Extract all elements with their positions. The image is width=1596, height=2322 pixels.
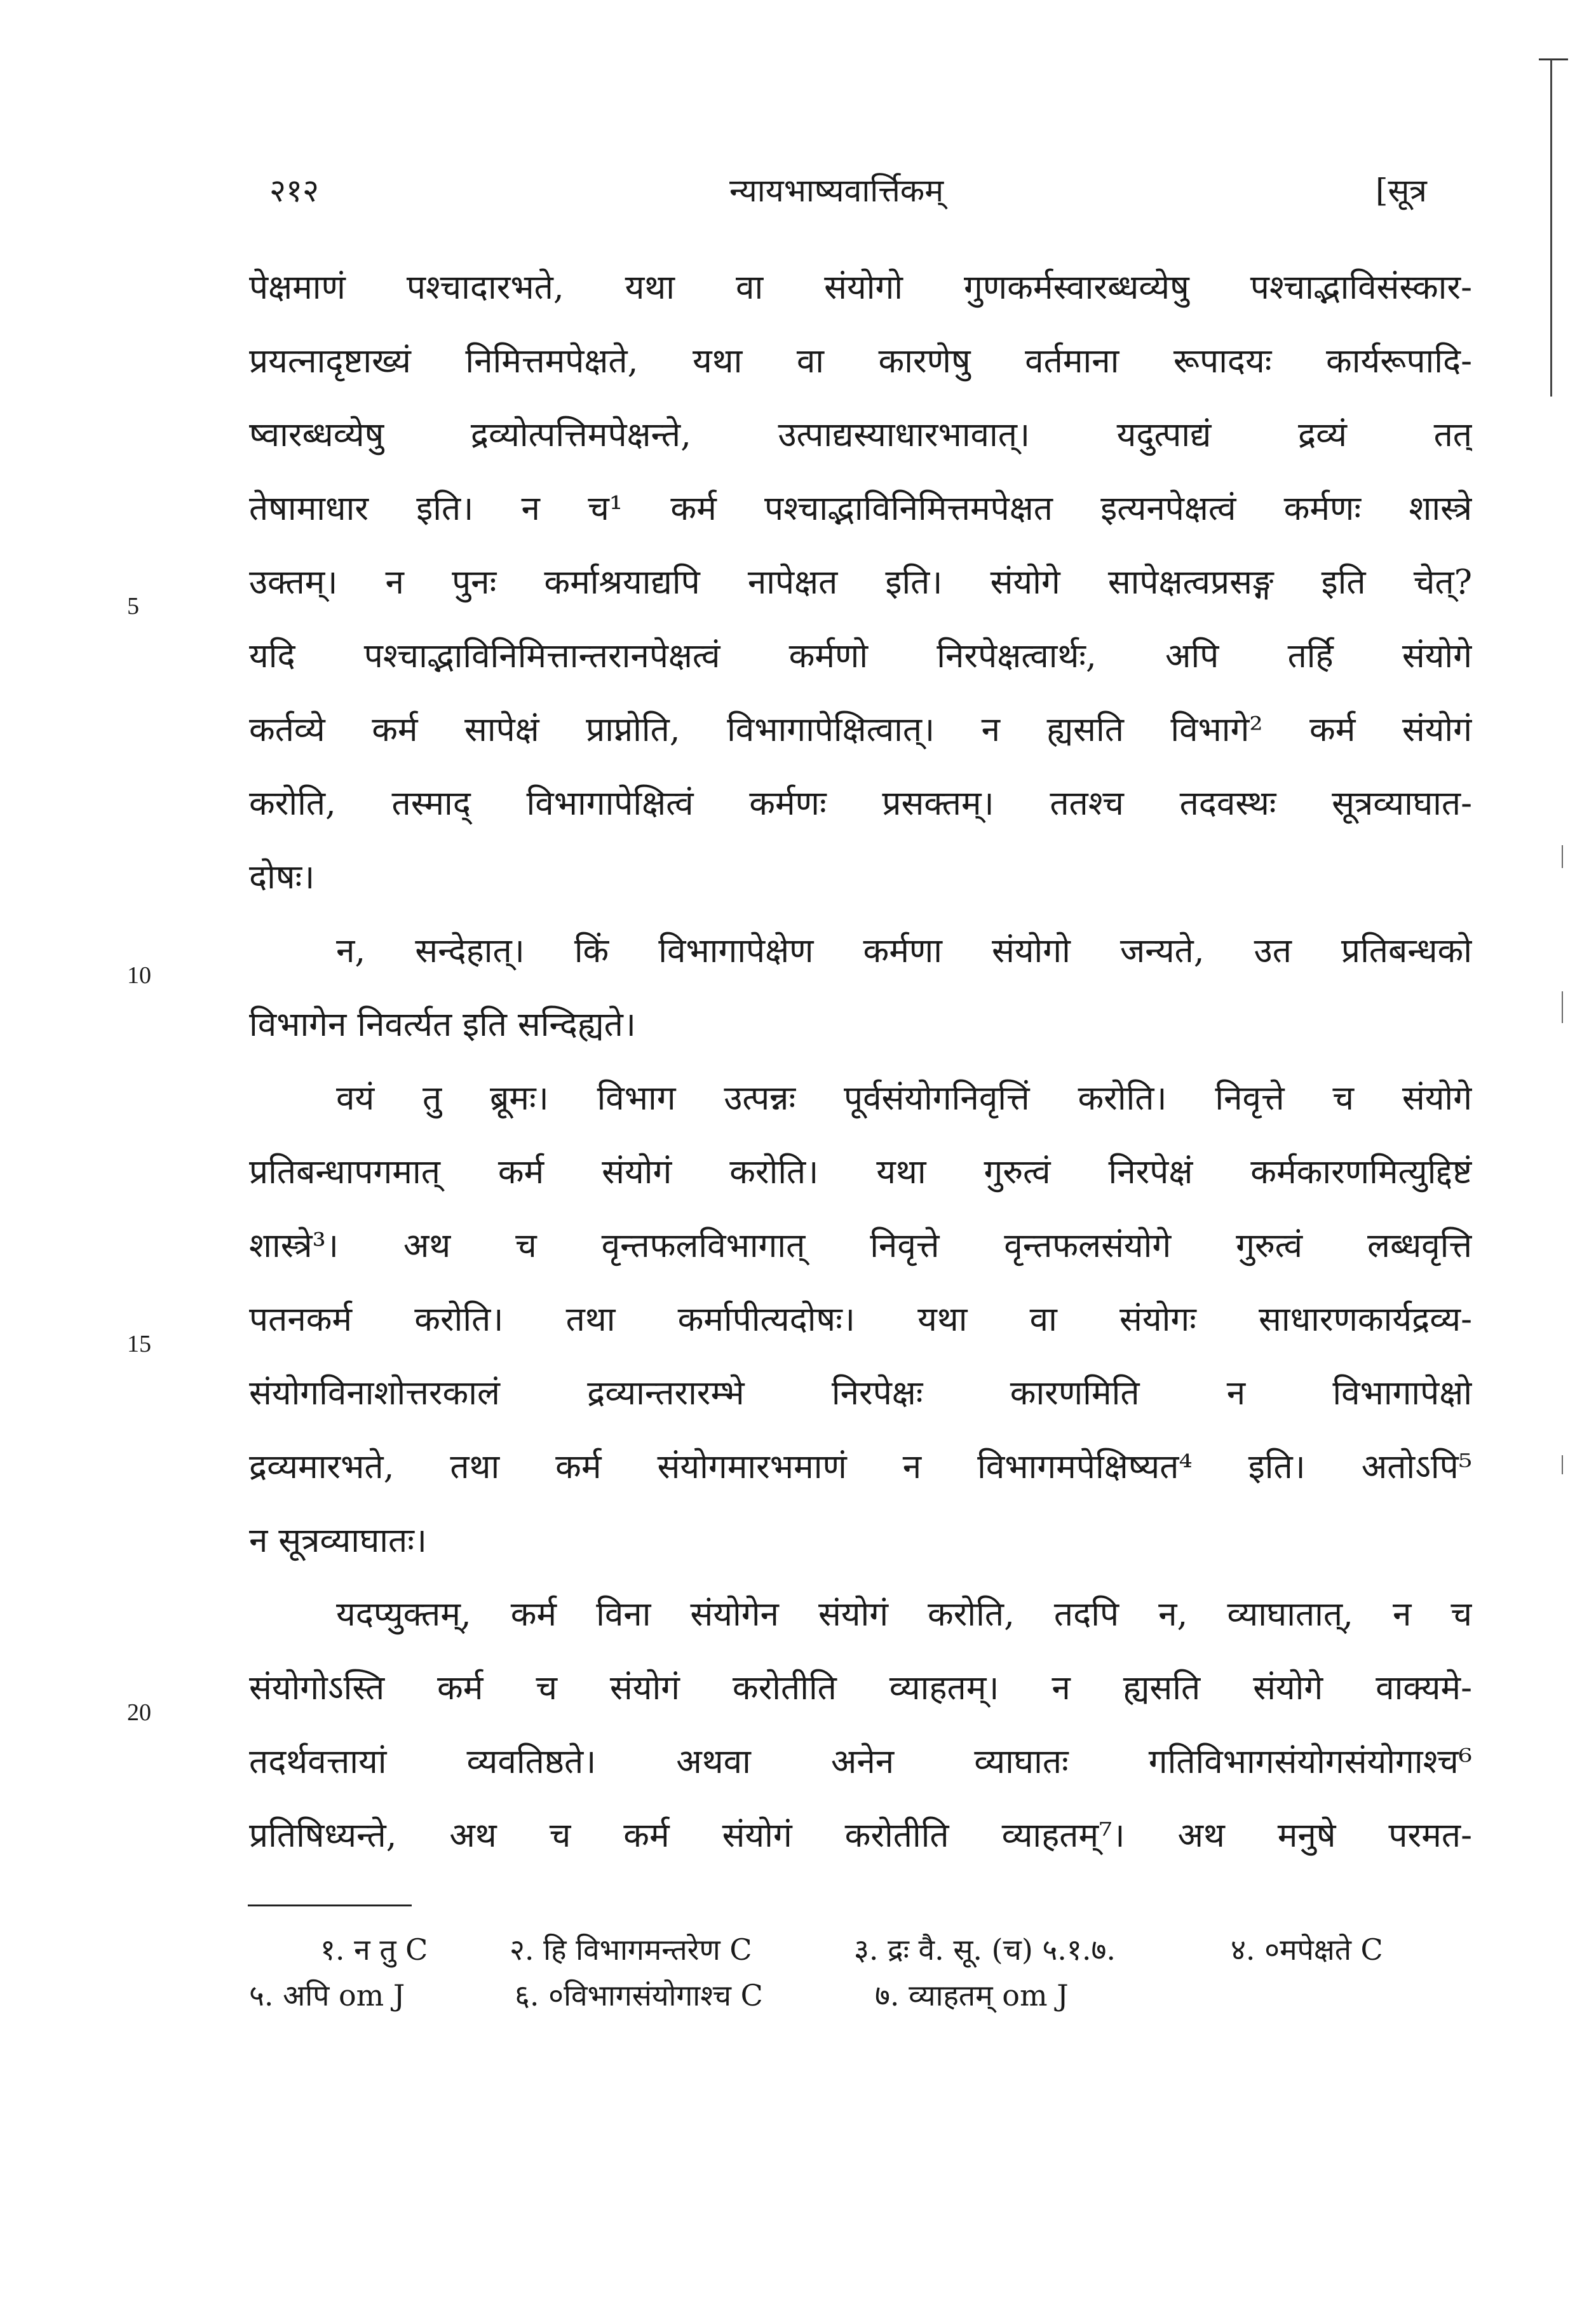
- text-line: द्रव्यमारभते, तथा कर्म संयोगमारभमाणं न विभागमपेक्षिष्यत⁴ इति। अतोऽपि⁵: [249, 1448, 1472, 1486]
- scan-edge-mark: [1562, 845, 1563, 868]
- scan-edge-tick: [1539, 58, 1568, 60]
- text-line: न सूत्रव्याघातः।: [249, 1521, 427, 1560]
- text-line: संयोगोऽस्ति कर्म च संयोगं करोतीति व्याहतम्। न ह्यसति संयोगे वाक्यमे-: [249, 1669, 1472, 1708]
- footnote: ७. व्याहतम् om J: [875, 1978, 1069, 2013]
- text-line: पतनकर्म करोति। तथा कर्मापीत्यदोषः। यथा वा संयोगः साधारणकार्यद्रव्य-: [249, 1300, 1472, 1339]
- text-line: प्रतिबन्धापगमात् कर्म संयोगं करोति। यथा गुरुत्वं निरपेक्षं कर्मकारणमित्युद्दिष्टं: [249, 1153, 1472, 1192]
- text-line: तेषामाधार इति। न च¹ कर्म पश्चाद्भाविनिमित्तमपेक्षत इत्यनपेक्षत्वं कर्मणः शास्त्रे: [249, 489, 1472, 528]
- paragraph-first-line: वयं तु ब्रूमः। विभाग उत्पन्नः पूर्वसंयोगनिवृत्तिं करोति। निवृत्ते च संयोगे: [336, 1079, 1472, 1118]
- text-line: यदि पश्चाद्भाविनिमित्तान्तरानपेक्षत्वं कर्मणो निरपेक्षत्वार्थः, अपि तर्हि संयोगे: [249, 637, 1472, 676]
- paragraph-first-line: न, सन्देहात्। किं विभागापेक्षेण कर्मणा संयोगो जन्यते, उत प्रतिबन्धको: [336, 932, 1472, 970]
- line-number: 15: [127, 1331, 151, 1357]
- footnote: २. हि विभागमन्तरेण C: [510, 1932, 752, 1967]
- line-number: 20: [127, 1699, 151, 1726]
- footnote: ३. द्रः वै. सू. (च) ५.१.७.: [854, 1932, 1116, 1967]
- footnote: १. न तु C: [320, 1932, 428, 1967]
- section-label: [सूत्र: [1376, 172, 1427, 209]
- line-number: 10: [127, 962, 151, 989]
- scan-edge-mark: [1562, 991, 1563, 1023]
- paragraph-first-line: यदप्युक्तम्, कर्म विना संयोगेन संयोगं करोति, तदपि न, व्याघातात्, न च: [336, 1595, 1472, 1634]
- main-text: [249, 251, 1472, 1873]
- text-line: तदर्थवत्तायां व्यवतिष्ठते। अथवा अनेन व्याघातः गतिविभागसंयोगसंयोगाश्च⁶: [249, 1742, 1472, 1781]
- text-line: शास्त्रे³। अथ च वृन्तफलविभागात् निवृत्ते वृन्तफलसंयोगे गुरुत्वं लब्धवृत्ति: [249, 1226, 1472, 1265]
- footnote: ४. ०मपेक्षते C: [1231, 1932, 1383, 1967]
- text-line: ष्वारब्धव्येषु द्रव्योत्पत्तिमपेक्षन्ते, उत्पाद्यस्याधारभावात्। यदुत्पाद्यं द्रव्यं तत्: [249, 416, 1472, 454]
- footnote: ६. ०विभागसंयोगाश्च C: [515, 1978, 763, 2013]
- footnote: ५. अपि om J: [249, 1978, 405, 2013]
- text-line: प्रतिषिध्यन्ते, अथ च कर्म संयोगं करोतीति व्याहतम्⁷। अथ मनुषे परमत-: [249, 1816, 1472, 1855]
- footnote-separator: [248, 1904, 412, 1906]
- text-line: प्रयत्नादृष्टाख्यं निमित्तमपेक्षते, यथा वा कारणेषु वर्तमाना रूपादयः कार्यरूपादि-: [249, 342, 1472, 381]
- text-line: दोषः।: [249, 858, 315, 897]
- text-line: उक्तम्। न पुनः कर्माश्रयाद्यपि नापेक्षत इति। संयोगे सापेक्षत्वप्रसङ्ग इति चेत्?: [249, 563, 1472, 602]
- text-line: कर्तव्ये कर्म सापेक्षं प्राप्नोति, विभागापेक्षित्वात्। न ह्यसति विभागे² कर्म संयोगं: [249, 710, 1472, 749]
- text-line: संयोगविनाशोत्तरकालं द्रव्यान्तरारम्भे निरपेक्षः कारणमिति न विभागापेक्षो: [249, 1374, 1472, 1413]
- page-number: २१२: [269, 172, 319, 209]
- text-line: करोति, तस्माद् विभागापेक्षित्वं कर्मणः प्रसक्तम्। ततश्च तदवस्थः सूत्रव्याघात-: [249, 784, 1472, 823]
- running-header: [0, 165, 1596, 216]
- text-line: विभागेन निवर्त्यत इति सन्दिह्यते।: [249, 1005, 636, 1044]
- scan-edge-mark: [1562, 1455, 1563, 1474]
- line-number: 5: [127, 593, 139, 620]
- scan-edge-rule: [1550, 60, 1552, 397]
- text-line: पेक्षमाणं पश्चादारभते, यथा वा संयोगो गुणकर्मस्वारब्धव्येषु पश्चाद्भाविसंस्कार-: [249, 268, 1472, 307]
- running-title: न्यायभाष्यवार्त्तिकम्: [729, 172, 944, 209]
